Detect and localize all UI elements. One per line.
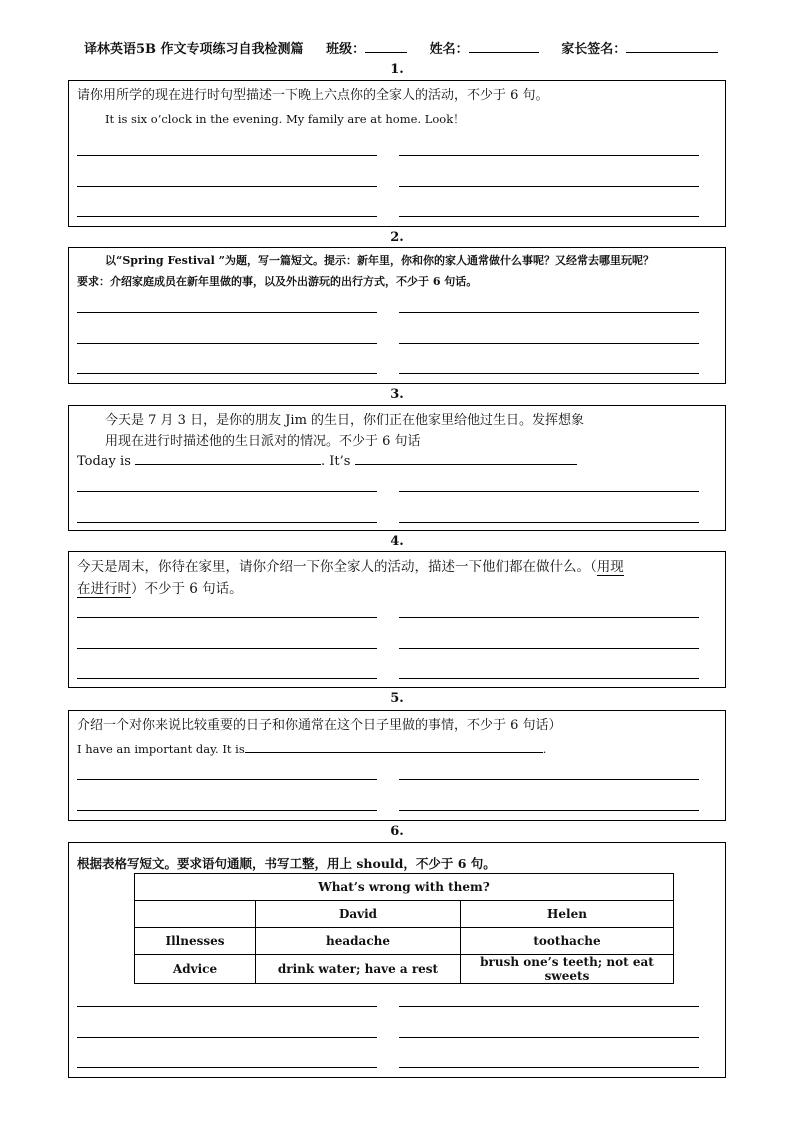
q3-answer-line[interactable] (77, 491, 377, 492)
q4-answer-line[interactable] (399, 678, 699, 679)
q6-number: 6. (390, 824, 404, 839)
class-blank[interactable] (365, 40, 407, 53)
q5-number: 5. (390, 691, 404, 706)
q4-answer-line[interactable] (77, 648, 377, 649)
q3-box (68, 405, 726, 531)
worksheet-title: 译林英语5B 作文专项练习自我检测篇 (84, 42, 304, 57)
q2-answer-line[interactable] (77, 373, 377, 374)
q2-number: 2. (390, 230, 404, 245)
q2-answer-line[interactable] (399, 343, 699, 344)
q5-prompt: 介绍一个对你来说比较重要的日子和你通常在这个日子里做的事情，不少于 6 句话） (77, 718, 562, 733)
q4-answer-line[interactable] (399, 648, 699, 649)
q1-box (68, 80, 726, 227)
q6-answer-line[interactable] (399, 1067, 699, 1068)
q5-box (68, 710, 726, 821)
q5-period: . (542, 742, 547, 756)
q1-answer-line[interactable] (399, 216, 699, 217)
q4-answer-line[interactable] (77, 617, 377, 618)
q4-box (68, 551, 726, 688)
q1-answer-line[interactable] (77, 186, 377, 187)
q2-prompt-line2: 要求：介绍家庭成员在新年里做的事，以及外出游玩的出行方式，不少于 6 句话。 (77, 275, 478, 288)
q1-answer-line[interactable] (399, 186, 699, 187)
q1-answer-line[interactable] (77, 155, 377, 156)
q1-prompt: 请你用所学的现在进行时句型描述一下晚上六点你的全家人的活动，不少于 6 句。 (77, 88, 549, 103)
q5-answer-line[interactable] (399, 810, 699, 811)
q4-prompt-part1: 今天是周末，你待在家里，请你介绍一下你全家人的活动，描述一下他们都在做什么。（ (77, 559, 597, 575)
q2-answer-line[interactable] (77, 312, 377, 313)
q5-starter-row (77, 740, 546, 756)
q3-starter (77, 452, 577, 469)
table-caption: What’s wrong with them? (135, 874, 674, 901)
q4-underlined-1: 用现 (596, 559, 624, 575)
q1-starter: It is six o’clock in the evening. My family are at home. Look！ (105, 112, 465, 126)
q3-number: 3. (390, 387, 404, 402)
parent-sign-label: 家长签名： (561, 42, 627, 57)
worksheet-header (84, 38, 718, 57)
q5-answer-line[interactable] (77, 779, 377, 780)
q5-answer-line[interactable] (399, 779, 699, 780)
q3-answer-line[interactable] (399, 491, 699, 492)
q1-number: 1. (390, 62, 404, 77)
q3-date-blank[interactable] (135, 452, 321, 465)
q6-answer-line[interactable] (399, 1006, 699, 1007)
q1-answer-line[interactable] (77, 216, 377, 217)
table-cell-david-advice: drink water; have a rest (256, 955, 461, 984)
table-header-helen: Helen (461, 901, 674, 928)
q2-box (68, 247, 726, 384)
q4-underlined-2: 在进行时 (77, 581, 131, 597)
advice-table (134, 873, 674, 984)
q5-starter-blank[interactable] (245, 740, 543, 753)
q4-prompt-line1 (77, 555, 624, 575)
q3-prompt-line1: 今天是 7 月 3 日，是你的朋友 Jim 的生日，你们正在他家里给他过生日。发挥想象 (105, 413, 585, 428)
q6-box (68, 842, 726, 1078)
parent-sign-blank[interactable] (626, 40, 718, 53)
q1-answer-line[interactable] (399, 155, 699, 156)
q4-number: 4. (390, 534, 404, 549)
q6-answer-line[interactable] (77, 1037, 377, 1038)
q2-prompt-line1: 以“Spring Festival ”为题，写一篇短文。提示：新年里，你和你的家人通常做什么事呢？又经常去哪里玩呢？ (105, 254, 654, 267)
table-cell-david-illness: headache (256, 928, 461, 955)
q4-answer-line[interactable] (77, 678, 377, 679)
q2-answer-line[interactable] (77, 343, 377, 344)
table-cell-helen-advice: brush one’s teeth; not eat sweets (461, 955, 674, 984)
q3-prompt-line2: 用现在进行时描述他的生日派对的情况。不少于 6 句话 (105, 434, 421, 449)
q6-answer-line[interactable] (77, 1067, 377, 1068)
q3-today-is: Today is (77, 454, 131, 469)
q3-its-blank[interactable] (355, 452, 577, 465)
q4-prompt-line2 (77, 577, 243, 597)
q3-its: . It’s (321, 454, 351, 469)
class-label: 班级： (326, 42, 366, 57)
q2-answer-line[interactable] (399, 312, 699, 313)
q2-answer-line[interactable] (399, 373, 699, 374)
q6-prompt: 根据表格写短文。要求语句通顺，书写工整，用上 should，不少于 6 句。 (77, 856, 496, 871)
q6-answer-line[interactable] (77, 1006, 377, 1007)
table-row-label-advice: Advice (135, 955, 256, 984)
q5-answer-line[interactable] (77, 810, 377, 811)
q4-prompt-part2: ）不少于 6 句话。 (131, 581, 243, 597)
q3-answer-line[interactable] (77, 522, 377, 523)
table-corner-cell (135, 901, 256, 928)
q4-answer-line[interactable] (399, 617, 699, 618)
q3-answer-line[interactable] (399, 522, 699, 523)
name-blank[interactable] (469, 40, 539, 53)
q6-answer-line[interactable] (399, 1037, 699, 1038)
name-label: 姓名： (429, 42, 469, 57)
table-row-label-illnesses: Illnesses (135, 928, 256, 955)
table-header-david: David (256, 901, 461, 928)
table-cell-helen-illness: toothache (461, 928, 674, 955)
q5-starter: I have an important day. It is (77, 742, 245, 756)
